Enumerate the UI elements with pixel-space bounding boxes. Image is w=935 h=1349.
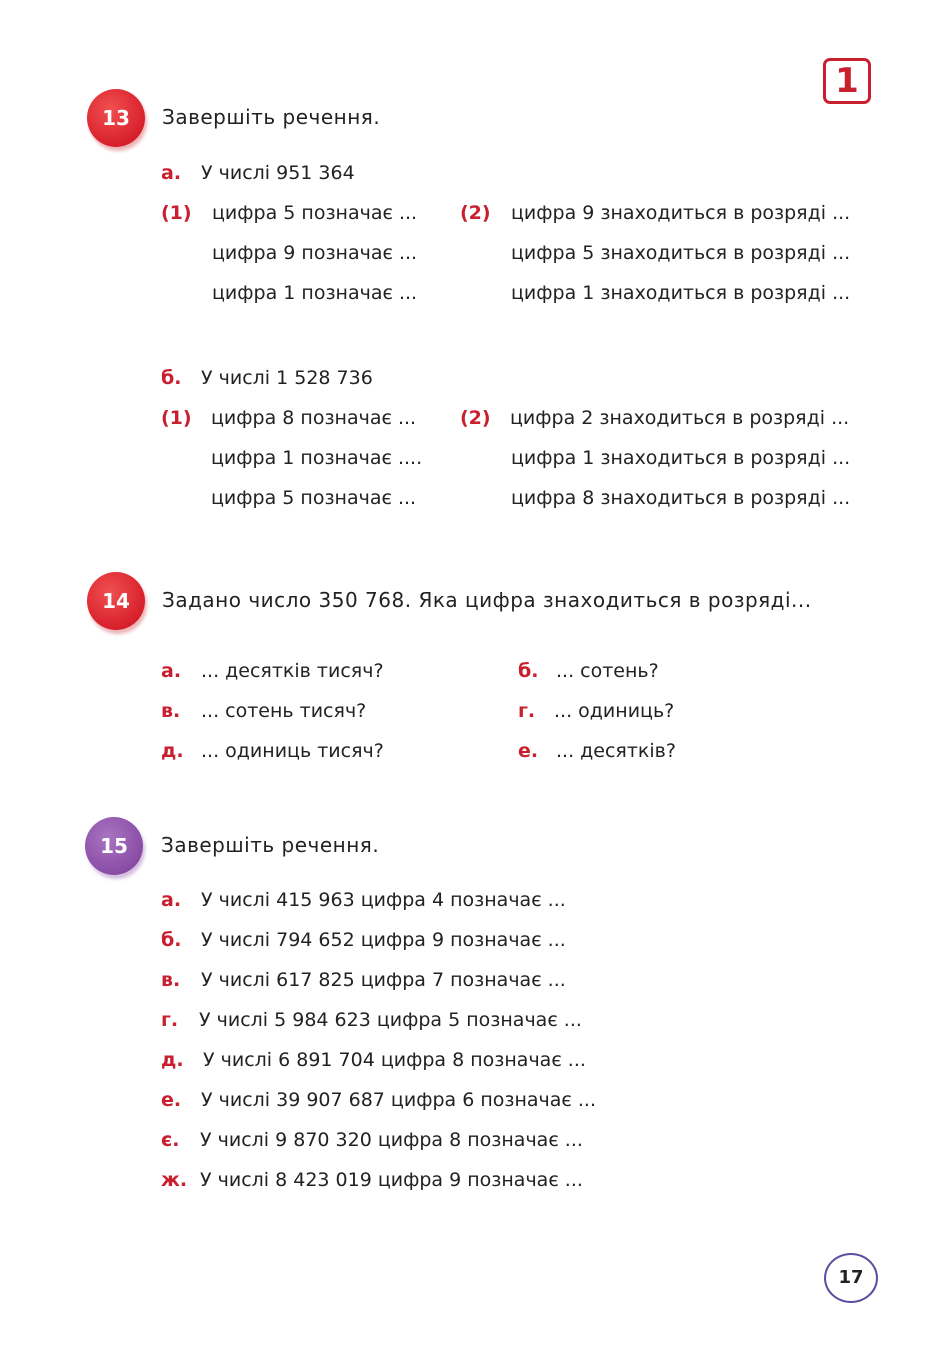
ex14-item-text: ... одиниць тисяч? — [201, 740, 384, 762]
chapter-badge: 1 — [823, 58, 871, 104]
ex15-item-label: д. — [161, 1049, 184, 1071]
ex13-b-p1-line: цифра 8 позначає ... — [211, 407, 417, 429]
ex15-item-label: є. — [161, 1129, 180, 1151]
ex13-b-p1-line: цифра 1 позначає .... — [211, 447, 423, 469]
ex14-item-text: ... одиниць? — [554, 700, 675, 722]
ex13-a-label: а. — [161, 162, 182, 184]
ex13-a-p1-line: цифра 9 позначає ... — [212, 242, 418, 264]
ex14-item-label: в. — [161, 700, 181, 722]
ex14-item-text: ... сотень тисяч? — [201, 700, 367, 722]
ex13-a-p2-line: цифра 5 знаходиться в розряді ... — [511, 242, 851, 264]
ex13-b-p2-line: цифра 8 знаходиться в розряді ... — [511, 487, 851, 509]
exercise-13-prompt: Завершіть речення. — [162, 105, 381, 129]
ex14-item-text: ... сотень? — [556, 660, 659, 682]
ex13-a-p1-line: цифра 1 позначає ... — [212, 282, 418, 304]
ex13-b-p1-line: цифра 5 позначає ... — [211, 487, 417, 509]
ex13-b-label: б. — [161, 367, 182, 389]
ex13-a-p1-label: (1) — [161, 202, 192, 224]
ex14-item-label: д. — [161, 740, 184, 762]
ex14-item-label: е. — [518, 740, 539, 762]
ex13-a-text: У числі 951 364 — [201, 162, 355, 184]
ex14-item-text: ... десятків тисяч? — [201, 660, 384, 682]
ex14-item-text: ... десятків? — [556, 740, 676, 762]
ex15-item-text: У числі 617 825 цифра 7 позначає ... — [201, 969, 566, 991]
exercise-14-prompt: Задано число 350 768. Яка цифра знаходиться в розряді... — [162, 588, 812, 612]
ex15-item-text: У числі 5 984 623 цифра 5 позначає ... — [199, 1009, 582, 1031]
ex15-item-text: У числі 9 870 320 цифра 8 позначає ... — [200, 1129, 583, 1151]
ex13-b-p1-label: (1) — [161, 407, 192, 429]
ex13-a-p2-label: (2) — [460, 202, 491, 224]
ex15-item-text: У числі 8 423 019 цифра 9 позначає ... — [200, 1169, 583, 1191]
ex15-item-label: а. — [161, 889, 182, 911]
ex13-b-p2-line: цифра 1 знаходиться в розряді ... — [511, 447, 851, 469]
ex15-item-text: У числі 39 907 687 цифра 6 позначає ... — [201, 1089, 596, 1111]
ex15-item-label: г. — [161, 1009, 179, 1031]
page-number: 17 — [824, 1253, 878, 1303]
ex15-item-label: в. — [161, 969, 181, 991]
ex13-a-p2-line: цифра 9 знаходиться в розряді ... — [511, 202, 851, 224]
ex14-item-label: а. — [161, 660, 182, 682]
ex13-b-p2-line: цифра 2 знаходиться в розряді ... — [510, 407, 850, 429]
exercise-15-prompt: Завершіть речення. — [161, 833, 380, 857]
ex13-b-p2-label: (2) — [460, 407, 491, 429]
ex15-item-label: б. — [161, 929, 182, 951]
ex15-item-text: У числі 415 963 цифра 4 позначає ... — [201, 889, 566, 911]
ex15-item-text: У числі 794 652 цифра 9 позначає ... — [201, 929, 566, 951]
ex14-item-label: б. — [518, 660, 539, 682]
ex15-item-text: У числі 6 891 704 цифра 8 позначає ... — [203, 1049, 586, 1071]
ex13-b-text: У числі 1 528 736 — [201, 367, 373, 389]
exercise-14-number: 14 — [87, 572, 145, 630]
ex15-item-label: е. — [161, 1089, 182, 1111]
ex13-a-p1-line: цифра 5 позначає ... — [212, 202, 418, 224]
ex13-a-p2-line: цифра 1 знаходиться в розряді ... — [511, 282, 851, 304]
exercise-15-number: 15 — [85, 817, 143, 875]
ex15-item-label: ж. — [161, 1169, 188, 1191]
ex14-item-label: г. — [518, 700, 536, 722]
exercise-13-number: 13 — [87, 89, 145, 147]
